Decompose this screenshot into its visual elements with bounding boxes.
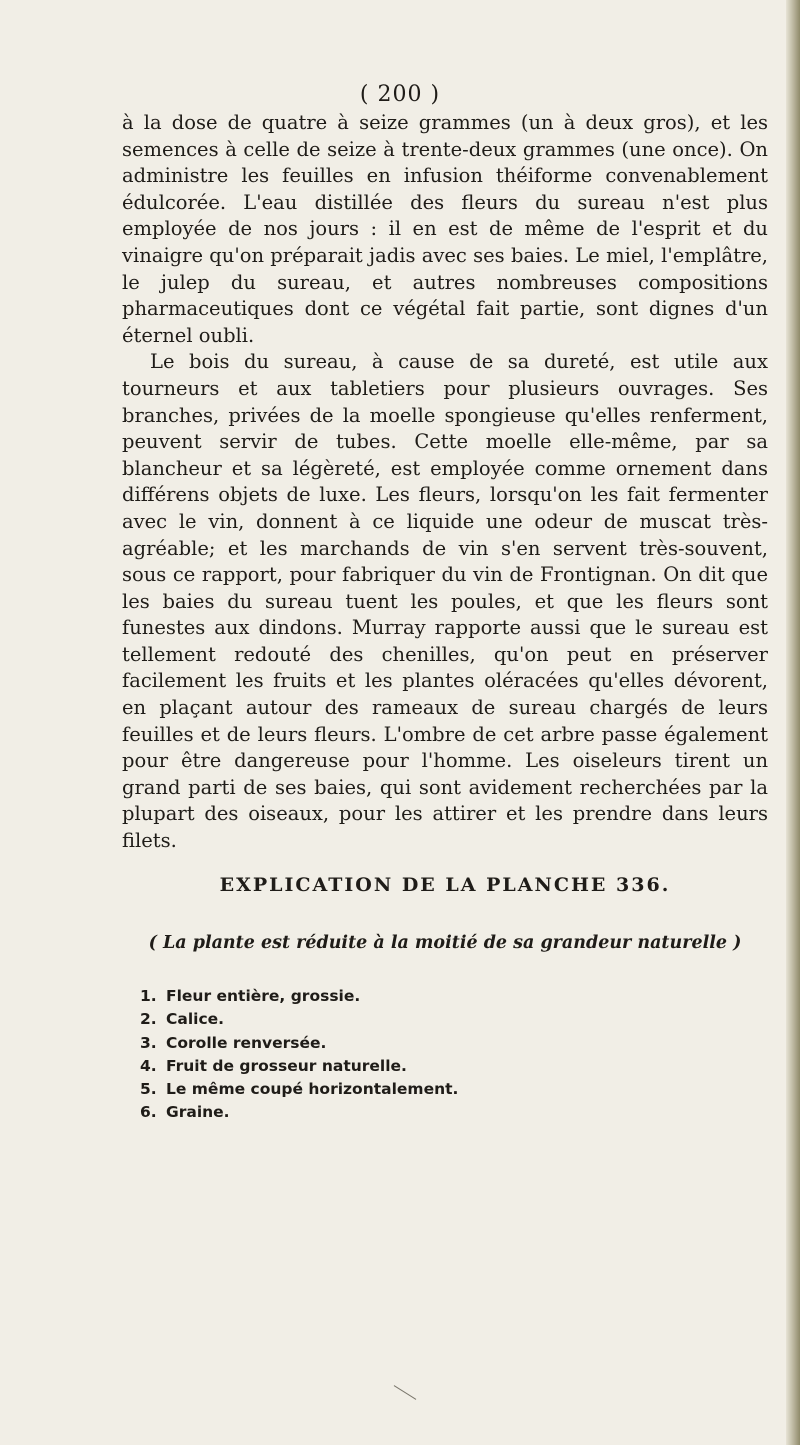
legend-number: 3. [140, 1033, 157, 1052]
legend-text: Fruit de grosseur naturelle. [166, 1056, 407, 1075]
legend-text: Graine. [166, 1103, 230, 1122]
legend-text: Fleur entière, grossie. [166, 987, 361, 1005]
plate-note: ( La plante est réduite à la moitié de sa grandeur naturelle ) [148, 933, 742, 953]
legend-item [140, 985, 740, 1008]
legend-item [140, 1101, 740, 1124]
legend-item [140, 1032, 740, 1055]
paragraph: Le bois du sureau, à cause de sa dureté, est utile aux tourneurs et aux tabletiers pour plusieurs ouvrages. Ses branches, privées de la moelle spongieuse qu'elles renferment, peuvent servir de tubes. Cette moelle elle-même, par sa blancheur et sa légèreté, est employée comme ornement dans différens objets de luxe. Les fleurs, lorsqu'on les fait fermenter avec le vin, donnent à ce liquide une odeur de muscat très-agréable; et les marchands de vin s'en servent très-souvent, sous ce rapport, pour fabriquer du vin de Frontignan. On dit que les baies du sureau tuent les poules, et que les fleurs sont funestes aux dindons. Murray rapporte aussi que le sureau est tellement redouté des chenilles, qu'on peut en préserver facilement les fruits et les plantes oléracées qu'elles dévorent, en plaçant autour des rameaux de sureau chargés de leurs feuilles et de leurs fleurs. L'ombre de cet arbre passe également pour être dangereuse pour l'homme. Les oiseleurs tirent un grand parti de ses baies, qui sont avidement recherchées par la plupart des oiseaux, pour les attirer et les prendre dans leurs filets. [122, 350, 768, 853]
legend-number: 6. [140, 1103, 157, 1122]
page-number: ( 200 ) [359, 82, 441, 107]
body-text [122, 110, 768, 855]
legend-text: Le même coupé horizontalement. [166, 1080, 459, 1099]
plate-legend [140, 985, 740, 1125]
legend-text: Calice. [166, 1010, 225, 1029]
page-edge [786, 0, 800, 1445]
legend-number: 4. [140, 1056, 157, 1075]
legend-item [140, 1055, 740, 1078]
legend-number: 1. [140, 987, 157, 1005]
legend-item [140, 1078, 740, 1101]
legend-number: 5. [140, 1080, 157, 1099]
pencil-mark [394, 1385, 417, 1400]
legend-item [140, 1008, 740, 1031]
paragraph: à la dose de quatre à seize grammes (un à deux gros), et les semences à celle de seize à trente-deux grammes (une once). On administre les feuilles en infusion théiforme convenablement édulcorée. L'eau distillée des fleurs du sureau n'est plus employée de nos jours : il en est de même de l'esprit et du vinaigre qu'on préparait jadis avec ses baies. Le miel, l'emplâtre, le julep du sureau, et autres nombreuses compositions pharmaceutiques dont ce végétal fait partie, sont dignes d'un éternel oubli. [122, 111, 768, 347]
plate-title: EXPLICATION DE LA PLANCHE 336. [219, 874, 671, 896]
legend-number: 2. [140, 1010, 157, 1029]
legend-text: Corolle renversée. [166, 1033, 327, 1052]
